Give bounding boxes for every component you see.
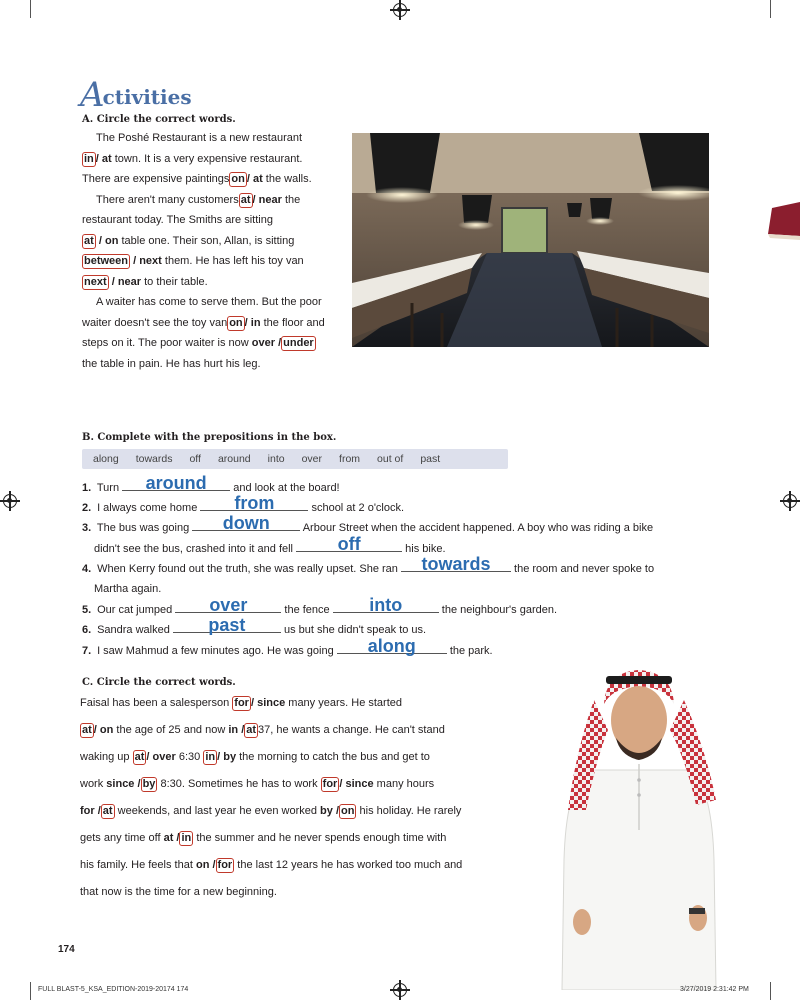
- line: waking up at / over 6:30 in / by the morning to catch the bus and get to: [80, 751, 430, 763]
- box-word: around: [217, 453, 251, 465]
- option-word[interactable]: by: [223, 751, 237, 763]
- option-word[interactable]: at: [163, 832, 174, 844]
- option-word[interactable]: over: [152, 751, 176, 763]
- circled-word[interactable]: in: [181, 832, 192, 844]
- circled-word[interactable]: on: [231, 173, 245, 185]
- section-b-heading: B. Complete with the prepositions in the box.: [82, 432, 337, 443]
- line: work since / by 8:30. Sometimes he has to work for / since many hours: [80, 778, 435, 790]
- line: at / on table one. Their son, Allan, is sitting: [84, 234, 295, 247]
- section-c-paragraph: [80, 690, 500, 906]
- circled-word[interactable]: at: [82, 724, 92, 736]
- man-in-thobe-photo: [546, 660, 732, 990]
- circled-word[interactable]: by: [142, 778, 156, 790]
- option-word[interactable]: near: [117, 275, 142, 288]
- exercise-item: 2. I always come home from school at 2 o'clock.: [82, 493, 405, 514]
- book-edge-image: [766, 200, 800, 240]
- line: his family. He feels that on / for the last 12 years he has worked too much and: [80, 859, 463, 871]
- box-word: into: [267, 453, 285, 465]
- exercise-item: 5. Our cat jumped over the fence into the neighbour's garden.: [82, 595, 558, 616]
- line: waiter doesn't see the toy van on / in the floor and: [82, 316, 325, 329]
- option-word[interactable]: at: [101, 152, 112, 165]
- circled-word[interactable]: for: [234, 697, 249, 709]
- answer-blank[interactable]: along: [337, 642, 447, 654]
- circled-word[interactable]: in: [84, 152, 94, 165]
- circled-word[interactable]: at: [84, 234, 94, 247]
- registration-mark-icon: [393, 3, 407, 17]
- line: Faisal has been a salesperson for / since many years. He started: [80, 697, 402, 709]
- option-word[interactable]: over: [251, 337, 276, 349]
- footer-file-info: FULL BLAST-5_KSA_EDITION-2019-20174 174: [38, 986, 189, 993]
- line: The Poshé Restaurant is a new restaurant: [96, 132, 303, 144]
- option-word[interactable]: since: [345, 778, 374, 790]
- exercise-item: 7. I saw Mahmud a few minutes ago. He was going along the park.: [82, 636, 493, 657]
- title-rest: ctivities: [102, 85, 192, 109]
- line: for / at weekends, and last year he even worked by / on his holiday. He rarely: [80, 805, 462, 817]
- line: between / next them. He has left his toy van: [84, 255, 304, 267]
- answer-blank[interactable]: around: [122, 479, 230, 491]
- exercise-item: 1. Turn around and look at the board!: [82, 473, 340, 494]
- option-word[interactable]: on: [195, 859, 210, 871]
- page-number: 174: [58, 944, 75, 955]
- line: that now is the time for a new beginning.: [80, 886, 277, 898]
- circled-word[interactable]: for: [322, 778, 338, 790]
- circled-word[interactable]: on: [229, 316, 243, 329]
- crop-mark: [30, 0, 31, 18]
- option-word[interactable]: near: [258, 193, 282, 206]
- box-word: towards: [135, 453, 173, 465]
- line: There are expensive paintings on / at the walls.: [82, 173, 312, 185]
- answer-blank[interactable]: from: [200, 499, 308, 511]
- answer-blank[interactable]: into: [333, 601, 439, 613]
- option-word[interactable]: since: [257, 697, 286, 709]
- answer-blank[interactable]: down: [192, 519, 300, 531]
- box-word: out of: [377, 453, 404, 465]
- exercise-item: 3. The bus was going down Arbour Street when the accident happened. A boy who was riding a bike: [82, 513, 654, 534]
- answer-blank[interactable]: towards: [401, 560, 511, 572]
- option-word[interactable]: on: [104, 234, 119, 247]
- box-word: along: [93, 453, 119, 465]
- circled-word[interactable]: at: [240, 193, 251, 206]
- line: restaurant today. The Smiths are sitting: [82, 214, 273, 226]
- section-a-paragraph: [82, 128, 352, 374]
- option-word[interactable]: in: [228, 724, 239, 736]
- line: There aren't many customers at / near the: [96, 193, 301, 206]
- circled-word[interactable]: next: [84, 275, 107, 288]
- option-word[interactable]: since: [106, 778, 135, 790]
- box-word: from: [339, 453, 361, 465]
- exercise-item: Martha again.: [94, 583, 162, 595]
- option-word[interactable]: on: [99, 724, 114, 736]
- circled-word[interactable]: under: [283, 337, 314, 349]
- box-word: off: [189, 453, 201, 465]
- box-word: past: [420, 453, 441, 465]
- exercise-item: 4. When Kerry found out the truth, she was really upset. She ran towards the room and never spoke to: [82, 554, 655, 575]
- section-a-heading: A. Circle the correct words.: [82, 114, 236, 125]
- circled-word[interactable]: for: [217, 859, 233, 871]
- registration-mark-icon: [783, 494, 797, 508]
- crop-mark: [30, 982, 31, 1000]
- section-c-heading: C. Circle the correct words.: [82, 677, 236, 688]
- circled-word[interactable]: at: [134, 751, 145, 763]
- word-box: [82, 449, 508, 469]
- exercise-item: didn't see the bus, crashed into it and fell off his bike.: [94, 534, 446, 555]
- line: the table in pain. He has hurt his leg.: [82, 357, 261, 370]
- registration-mark-icon: [3, 494, 17, 508]
- option-word[interactable]: by: [320, 805, 333, 817]
- activities-title: [80, 75, 192, 115]
- footer-timestamp: 3/27/2019 2:31:42 PM: [680, 986, 749, 993]
- crop-mark: [770, 982, 771, 1000]
- title-initial: A: [80, 75, 105, 115]
- crop-mark: [770, 0, 771, 18]
- circled-word[interactable]: at: [102, 805, 113, 817]
- option-word[interactable]: at: [252, 173, 263, 185]
- line: in / at town. It is a very expensive restaurant.: [84, 152, 303, 165]
- option-word[interactable]: in: [250, 316, 261, 329]
- restaurant-photo: [352, 133, 709, 347]
- line: gets any time off at / in the summer and he never spends enough time with: [80, 832, 447, 844]
- answer-blank[interactable]: over: [175, 601, 281, 613]
- circled-word[interactable]: at: [246, 724, 257, 736]
- registration-mark-icon: [393, 983, 407, 997]
- line: next / near to their table.: [84, 275, 208, 288]
- line: steps on it. The poor waiter is now over / under: [82, 337, 314, 349]
- answer-blank[interactable]: past: [173, 621, 281, 633]
- exercise-item: 6. Sandra walked past us but she didn't speak to us.: [82, 615, 427, 636]
- answer-blank[interactable]: off: [296, 540, 402, 552]
- line: at / on the age of 25 and now in / at 37, he wants a change. He can't stand: [82, 724, 445, 736]
- box-word: over: [301, 453, 323, 465]
- option-word[interactable]: next: [139, 255, 162, 267]
- line: A waiter has come to serve them. But the poor: [96, 296, 322, 308]
- circled-word[interactable]: in: [205, 751, 216, 763]
- circled-word[interactable]: between: [84, 255, 129, 267]
- option-word[interactable]: for: [80, 805, 95, 817]
- circled-word[interactable]: on: [341, 805, 355, 817]
